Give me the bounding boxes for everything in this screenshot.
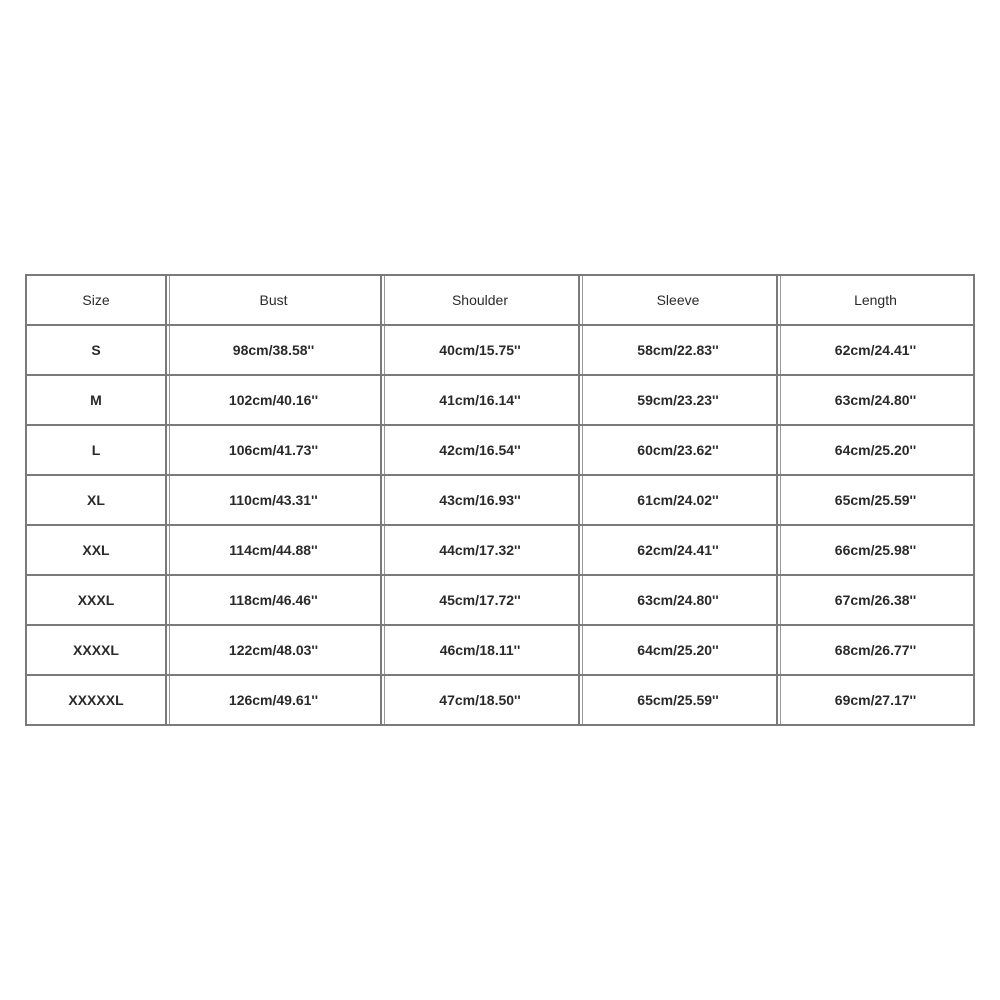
cell-sleeve: 64cm/25.20'' bbox=[580, 626, 778, 676]
cell-sleeve: 61cm/24.02'' bbox=[580, 476, 778, 526]
cell-sleeve: 63cm/24.80'' bbox=[580, 576, 778, 626]
cell-shoulder: 42cm/16.54'' bbox=[382, 426, 580, 476]
cell-bust: 114cm/44.88'' bbox=[167, 526, 382, 576]
cell-size: M bbox=[27, 376, 167, 426]
cell-length: 65cm/25.59'' bbox=[778, 476, 975, 526]
cell-sleeve: 65cm/25.59'' bbox=[580, 676, 778, 726]
cell-size: S bbox=[27, 326, 167, 376]
cell-bust: 126cm/49.61'' bbox=[167, 676, 382, 726]
cell-sleeve: 62cm/24.41'' bbox=[580, 526, 778, 576]
cell-length: 64cm/25.20'' bbox=[778, 426, 975, 476]
table-row bbox=[27, 476, 975, 526]
cell-length: 62cm/24.41'' bbox=[778, 326, 975, 376]
cell-length: 66cm/25.98'' bbox=[778, 526, 975, 576]
cell-sleeve: 59cm/23.23'' bbox=[580, 376, 778, 426]
cell-length: 68cm/26.77'' bbox=[778, 626, 975, 676]
cell-bust: 98cm/38.58'' bbox=[167, 326, 382, 376]
table-row bbox=[27, 626, 975, 676]
header-length: Length bbox=[778, 276, 975, 326]
header-bust: Bust bbox=[167, 276, 382, 326]
cell-size: XXXXXL bbox=[27, 676, 167, 726]
cell-shoulder: 43cm/16.93'' bbox=[382, 476, 580, 526]
table-header-row bbox=[27, 276, 975, 326]
table-row bbox=[27, 676, 975, 726]
header-size: Size bbox=[27, 276, 167, 326]
cell-bust: 106cm/41.73'' bbox=[167, 426, 382, 476]
cell-shoulder: 45cm/17.72'' bbox=[382, 576, 580, 626]
cell-length: 63cm/24.80'' bbox=[778, 376, 975, 426]
cell-shoulder: 46cm/18.11'' bbox=[382, 626, 580, 676]
cell-size: XXXXL bbox=[27, 626, 167, 676]
cell-sleeve: 58cm/22.83'' bbox=[580, 326, 778, 376]
table-row bbox=[27, 576, 975, 626]
cell-size: XXL bbox=[27, 526, 167, 576]
cell-size: XXXL bbox=[27, 576, 167, 626]
cell-sleeve: 60cm/23.62'' bbox=[580, 426, 778, 476]
header-sleeve: Sleeve bbox=[580, 276, 778, 326]
size-chart-table bbox=[25, 274, 975, 726]
cell-bust: 118cm/46.46'' bbox=[167, 576, 382, 626]
header-shoulder: Shoulder bbox=[382, 276, 580, 326]
cell-bust: 110cm/43.31'' bbox=[167, 476, 382, 526]
cell-shoulder: 40cm/15.75'' bbox=[382, 326, 580, 376]
cell-length: 67cm/26.38'' bbox=[778, 576, 975, 626]
cell-size: XL bbox=[27, 476, 167, 526]
cell-bust: 122cm/48.03'' bbox=[167, 626, 382, 676]
table-row bbox=[27, 426, 975, 476]
cell-bust: 102cm/40.16'' bbox=[167, 376, 382, 426]
table-row bbox=[27, 526, 975, 576]
cell-length: 69cm/27.17'' bbox=[778, 676, 975, 726]
cell-size: L bbox=[27, 426, 167, 476]
cell-shoulder: 41cm/16.14'' bbox=[382, 376, 580, 426]
table-row bbox=[27, 376, 975, 426]
cell-shoulder: 47cm/18.50'' bbox=[382, 676, 580, 726]
size-chart bbox=[25, 274, 975, 726]
cell-shoulder: 44cm/17.32'' bbox=[382, 526, 580, 576]
table-row bbox=[27, 326, 975, 376]
